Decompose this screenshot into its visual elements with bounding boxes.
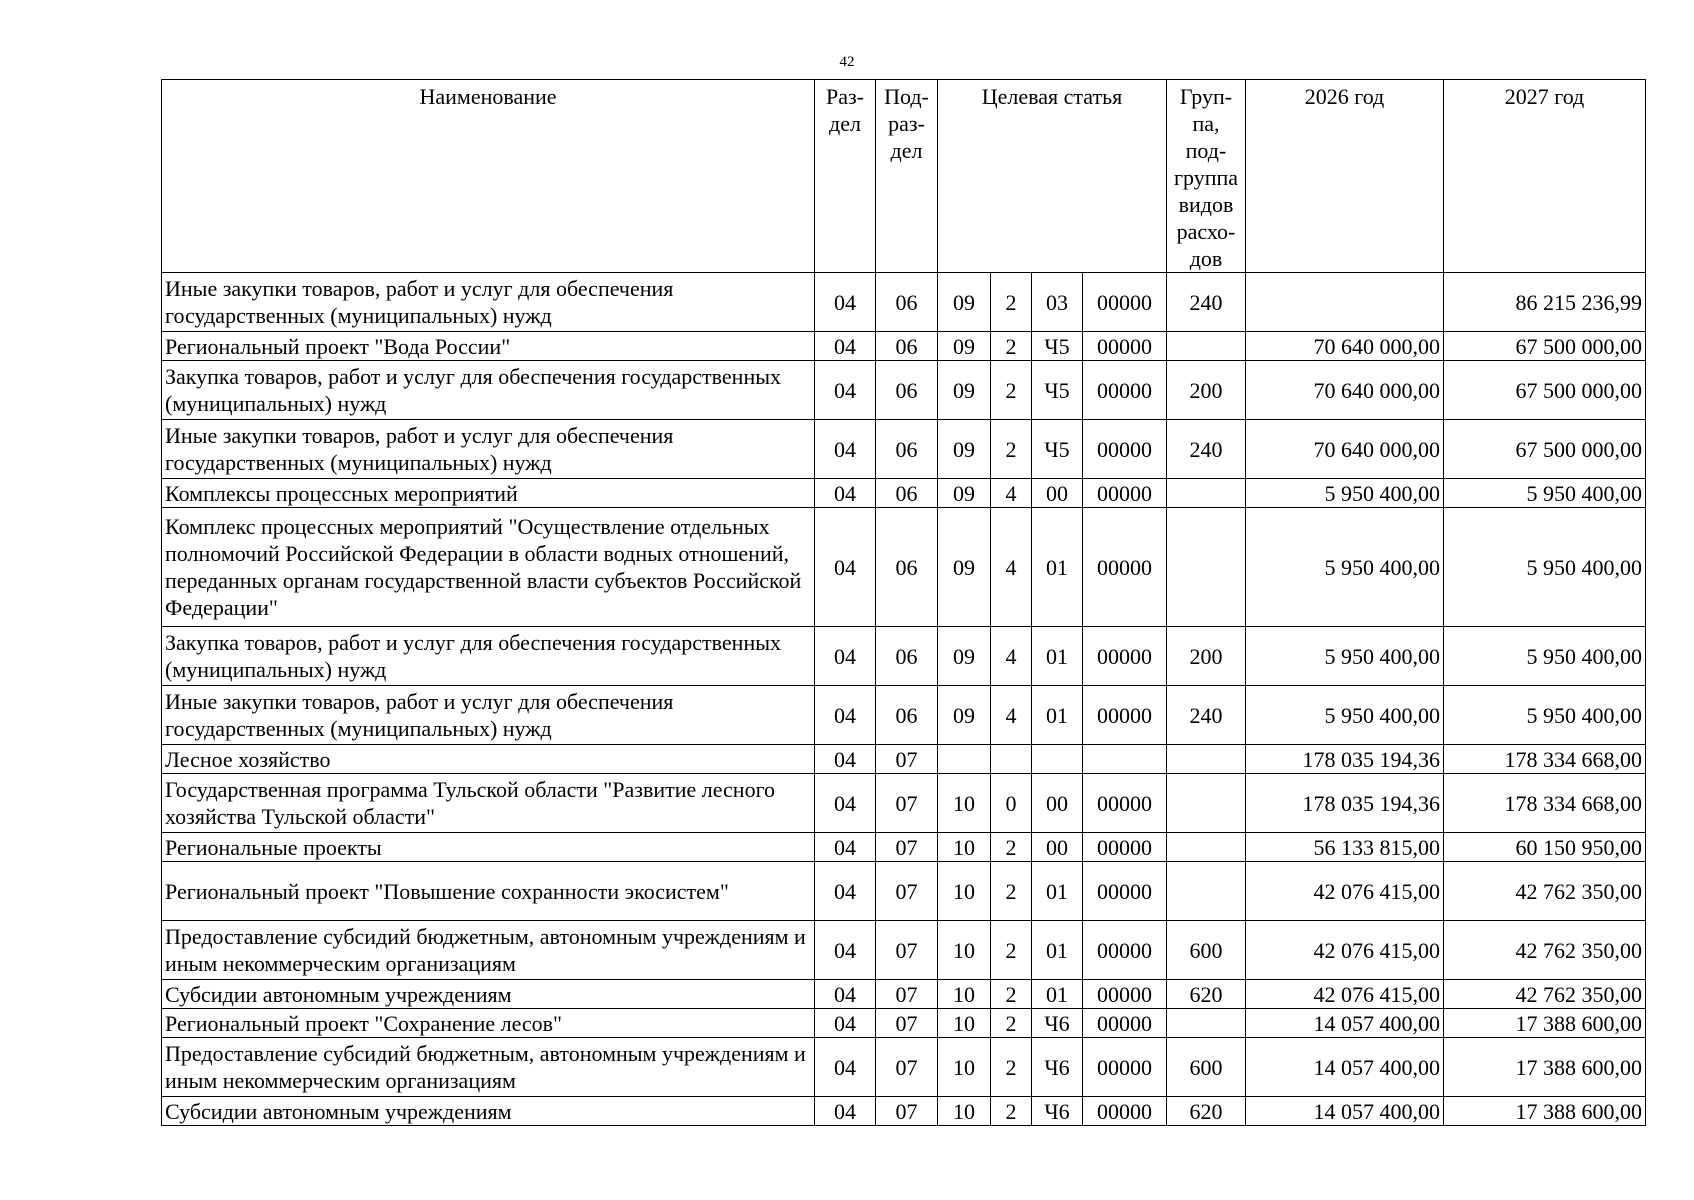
cell-razdel: 04 — [815, 361, 876, 420]
cell-target-program: 10 — [938, 774, 991, 833]
cell-target-direction: 00000 — [1083, 1009, 1167, 1038]
cell-amount-2027: 67 500 000,00 — [1444, 361, 1646, 420]
cell-target-subprogram: Ч5 — [1032, 332, 1083, 361]
cell-target-type: 2 — [991, 273, 1032, 332]
cell-target-subprogram — [1032, 745, 1083, 774]
cell-target-type: 2 — [991, 921, 1032, 980]
cell-razdel: 04 — [815, 332, 876, 361]
cell-target-subprogram: 00 — [1032, 479, 1083, 508]
table-row — [162, 273, 1646, 332]
cell-expense-group — [1167, 862, 1246, 921]
cell-amount-2027: 5 950 400,00 — [1444, 508, 1646, 627]
cell-target-direction: 00000 — [1083, 420, 1167, 479]
header-expense-group: Груп- па, под- группа видов расхо- дов — [1167, 80, 1246, 273]
cell-target-type: 2 — [991, 1038, 1032, 1097]
cell-target-subprogram: Ч6 — [1032, 1009, 1083, 1038]
cell-podrazdel: 07 — [876, 1009, 938, 1038]
cell-razdel: 04 — [815, 686, 876, 745]
cell-razdel: 04 — [815, 833, 876, 862]
cell-razdel: 04 — [815, 273, 876, 332]
cell-name: Закупка товаров, работ и услуг для обеспечения государственных (муниципальных) нужд — [162, 361, 815, 420]
cell-name: Иные закупки товаров, работ и услуг для обеспечения государственных (муниципальных) нужд — [162, 420, 815, 479]
cell-name: Предоставление субсидий бюджетным, автономным учреждениям и иным некоммерческим организациям — [162, 1038, 815, 1097]
cell-razdel: 04 — [815, 921, 876, 980]
cell-name: Иные закупки товаров, работ и услуг для обеспечения государственных (муниципальных) нужд — [162, 273, 815, 332]
table-row — [162, 361, 1646, 420]
cell-podrazdel: 07 — [876, 774, 938, 833]
table-row — [162, 686, 1646, 745]
cell-amount-2026: 5 950 400,00 — [1246, 686, 1444, 745]
cell-target-direction — [1083, 745, 1167, 774]
table-row — [162, 833, 1646, 862]
table-row — [162, 774, 1646, 833]
cell-amount-2027: 60 150 950,00 — [1444, 833, 1646, 862]
cell-amount-2027: 42 762 350,00 — [1444, 921, 1646, 980]
cell-target-direction: 00000 — [1083, 273, 1167, 332]
cell-target-type: 4 — [991, 479, 1032, 508]
header-name: Наименование — [162, 80, 815, 273]
cell-razdel: 04 — [815, 745, 876, 774]
cell-podrazdel: 07 — [876, 1038, 938, 1097]
table-row — [162, 508, 1646, 627]
cell-amount-2026: 70 640 000,00 — [1246, 420, 1444, 479]
cell-target-type: 2 — [991, 980, 1032, 1009]
cell-target-program: 09 — [938, 686, 991, 745]
cell-amount-2026: 70 640 000,00 — [1246, 332, 1444, 361]
table-row — [162, 627, 1646, 686]
cell-amount-2026: 42 076 415,00 — [1246, 921, 1444, 980]
table-row — [162, 862, 1646, 921]
cell-target-type: 4 — [991, 627, 1032, 686]
cell-target-program: 10 — [938, 980, 991, 1009]
cell-amount-2026: 5 950 400,00 — [1246, 508, 1444, 627]
table-body — [162, 273, 1646, 1126]
cell-target-subprogram: Ч6 — [1032, 1097, 1083, 1126]
cell-target-subprogram: 01 — [1032, 921, 1083, 980]
cell-podrazdel: 07 — [876, 1097, 938, 1126]
cell-amount-2026: 5 950 400,00 — [1246, 479, 1444, 508]
cell-amount-2027: 42 762 350,00 — [1444, 980, 1646, 1009]
cell-target-direction: 00000 — [1083, 686, 1167, 745]
cell-target-subprogram: 00 — [1032, 774, 1083, 833]
cell-target-program: 09 — [938, 273, 991, 332]
table-row — [162, 1009, 1646, 1038]
cell-razdel: 04 — [815, 479, 876, 508]
cell-podrazdel: 06 — [876, 508, 938, 627]
cell-expense-group: 200 — [1167, 361, 1246, 420]
cell-target-direction: 00000 — [1083, 508, 1167, 627]
cell-amount-2027: 86 215 236,99 — [1444, 273, 1646, 332]
cell-expense-group: 600 — [1167, 1038, 1246, 1097]
cell-expense-group — [1167, 774, 1246, 833]
cell-razdel: 04 — [815, 1038, 876, 1097]
cell-razdel: 04 — [815, 1009, 876, 1038]
table-row — [162, 1097, 1646, 1126]
cell-expense-group: 620 — [1167, 980, 1246, 1009]
cell-expense-group: 240 — [1167, 686, 1246, 745]
cell-target-type: 4 — [991, 686, 1032, 745]
cell-target-type: 0 — [991, 774, 1032, 833]
cell-amount-2026: 5 950 400,00 — [1246, 627, 1444, 686]
cell-amount-2026: 14 057 400,00 — [1246, 1009, 1444, 1038]
cell-target-direction: 00000 — [1083, 1038, 1167, 1097]
budget-table — [161, 79, 1646, 1126]
cell-target-program: 10 — [938, 833, 991, 862]
cell-name: Иные закупки товаров, работ и услуг для обеспечения государственных (муниципальных) нужд — [162, 686, 815, 745]
cell-podrazdel: 06 — [876, 479, 938, 508]
cell-amount-2026: 56 133 815,00 — [1246, 833, 1444, 862]
cell-name: Субсидии автономным учреждениям — [162, 980, 815, 1009]
header-razdel: Раз- дел — [815, 80, 876, 273]
table-row — [162, 980, 1646, 1009]
cell-target-program: 10 — [938, 1038, 991, 1097]
cell-target-direction: 00000 — [1083, 1097, 1167, 1126]
cell-podrazdel: 06 — [876, 420, 938, 479]
cell-target-direction: 00000 — [1083, 332, 1167, 361]
cell-podrazdel: 07 — [876, 980, 938, 1009]
cell-target-subprogram: 01 — [1032, 686, 1083, 745]
cell-target-type — [991, 745, 1032, 774]
table-row — [162, 420, 1646, 479]
cell-target-type: 2 — [991, 833, 1032, 862]
cell-amount-2026 — [1246, 273, 1444, 332]
cell-podrazdel: 07 — [876, 745, 938, 774]
cell-target-subprogram: Ч5 — [1032, 420, 1083, 479]
cell-expense-group — [1167, 745, 1246, 774]
cell-name: Субсидии автономным учреждениям — [162, 1097, 815, 1126]
cell-target-program: 10 — [938, 921, 991, 980]
cell-target-direction: 00000 — [1083, 479, 1167, 508]
cell-target-program: 10 — [938, 862, 991, 921]
cell-target-program: 09 — [938, 627, 991, 686]
cell-name: Лесное хозяйство — [162, 745, 815, 774]
cell-target-type: 2 — [991, 1009, 1032, 1038]
cell-podrazdel: 06 — [876, 273, 938, 332]
cell-podrazdel: 06 — [876, 361, 938, 420]
cell-target-type: 2 — [991, 332, 1032, 361]
cell-amount-2027: 42 762 350,00 — [1444, 862, 1646, 921]
cell-expense-group: 200 — [1167, 627, 1246, 686]
cell-name: Региональный проект "Повышение сохранности экосистем" — [162, 862, 815, 921]
cell-target-program: 09 — [938, 332, 991, 361]
page-number: 42 — [839, 54, 855, 70]
cell-target-subprogram: Ч6 — [1032, 1038, 1083, 1097]
cell-podrazdel: 07 — [876, 921, 938, 980]
cell-amount-2027: 178 334 668,00 — [1444, 774, 1646, 833]
table-row — [162, 745, 1646, 774]
cell-target-subprogram: 03 — [1032, 273, 1083, 332]
cell-target-type: 2 — [991, 361, 1032, 420]
cell-amount-2026: 178 035 194,36 — [1246, 745, 1444, 774]
cell-target-subprogram: 01 — [1032, 627, 1083, 686]
cell-target-direction: 00000 — [1083, 862, 1167, 921]
cell-razdel: 04 — [815, 862, 876, 921]
header-year-2027: 2027 год — [1444, 80, 1646, 273]
cell-amount-2026: 70 640 000,00 — [1246, 361, 1444, 420]
cell-target-subprogram: 01 — [1032, 508, 1083, 627]
cell-target-subprogram: 01 — [1032, 980, 1083, 1009]
cell-expense-group: 240 — [1167, 420, 1246, 479]
cell-razdel: 04 — [815, 774, 876, 833]
cell-razdel: 04 — [815, 1097, 876, 1126]
cell-expense-group — [1167, 508, 1246, 627]
cell-target-direction: 00000 — [1083, 774, 1167, 833]
cell-podrazdel: 06 — [876, 686, 938, 745]
cell-amount-2027: 67 500 000,00 — [1444, 332, 1646, 361]
cell-razdel: 04 — [815, 508, 876, 627]
cell-amount-2026: 42 076 415,00 — [1246, 862, 1444, 921]
cell-name: Государственная программа Тульской области "Развитие лесного хозяйства Тульской области" — [162, 774, 815, 833]
cell-target-program: 09 — [938, 508, 991, 627]
cell-amount-2027: 17 388 600,00 — [1444, 1038, 1646, 1097]
cell-razdel: 04 — [815, 627, 876, 686]
cell-target-program: 10 — [938, 1009, 991, 1038]
cell-amount-2027: 67 500 000,00 — [1444, 420, 1646, 479]
cell-razdel: 04 — [815, 980, 876, 1009]
cell-name: Комплексы процессных мероприятий — [162, 479, 815, 508]
cell-expense-group — [1167, 332, 1246, 361]
cell-amount-2027: 17 388 600,00 — [1444, 1009, 1646, 1038]
cell-amount-2027: 5 950 400,00 — [1444, 479, 1646, 508]
cell-amount-2026: 14 057 400,00 — [1246, 1097, 1444, 1126]
cell-podrazdel: 06 — [876, 332, 938, 361]
cell-podrazdel: 06 — [876, 627, 938, 686]
cell-target-program: 09 — [938, 479, 991, 508]
table-row — [162, 921, 1646, 980]
cell-target-direction: 00000 — [1083, 980, 1167, 1009]
cell-podrazdel: 07 — [876, 833, 938, 862]
cell-amount-2027: 5 950 400,00 — [1444, 627, 1646, 686]
cell-razdel: 04 — [815, 420, 876, 479]
cell-amount-2027: 5 950 400,00 — [1444, 686, 1646, 745]
header-podrazdel: Под- раз- дел — [876, 80, 938, 273]
cell-target-program — [938, 745, 991, 774]
table-row — [162, 1038, 1646, 1097]
table-header-row — [162, 80, 1646, 273]
cell-name: Региональный проект "Сохранение лесов" — [162, 1009, 815, 1038]
cell-target-subprogram: 00 — [1032, 833, 1083, 862]
cell-amount-2027: 178 334 668,00 — [1444, 745, 1646, 774]
cell-target-type: 2 — [991, 862, 1032, 921]
header-year-2026: 2026 год — [1246, 80, 1444, 273]
cell-name: Комплекс процессных мероприятий "Осуществление отдельных полномочий Российской Федерации в области водных отношений, переданных органам государственной власти субъектов Российской Федерации" — [162, 508, 815, 627]
cell-target-direction: 00000 — [1083, 833, 1167, 862]
cell-name: Региональный проект "Вода России" — [162, 332, 815, 361]
cell-amount-2026: 178 035 194,36 — [1246, 774, 1444, 833]
cell-target-type: 2 — [991, 420, 1032, 479]
cell-amount-2026: 42 076 415,00 — [1246, 980, 1444, 1009]
cell-target-type: 2 — [991, 1097, 1032, 1126]
cell-target-subprogram: 01 — [1032, 862, 1083, 921]
cell-name: Региональные проекты — [162, 833, 815, 862]
cell-expense-group — [1167, 479, 1246, 508]
cell-expense-group: 600 — [1167, 921, 1246, 980]
table-row — [162, 479, 1646, 508]
cell-podrazdel: 07 — [876, 862, 938, 921]
cell-expense-group: 240 — [1167, 273, 1246, 332]
cell-name: Закупка товаров, работ и услуг для обеспечения государственных (муниципальных) нужд — [162, 627, 815, 686]
cell-amount-2027: 17 388 600,00 — [1444, 1097, 1646, 1126]
cell-target-program: 10 — [938, 1097, 991, 1126]
cell-target-program: 09 — [938, 420, 991, 479]
table-row — [162, 332, 1646, 361]
cell-expense-group — [1167, 833, 1246, 862]
header-target-article: Целевая статья — [938, 80, 1167, 273]
cell-expense-group — [1167, 1009, 1246, 1038]
cell-amount-2026: 14 057 400,00 — [1246, 1038, 1444, 1097]
cell-name: Предоставление субсидий бюджетным, автономным учреждениям и иным некоммерческим организациям — [162, 921, 815, 980]
cell-target-type: 4 — [991, 508, 1032, 627]
cell-target-subprogram: Ч5 — [1032, 361, 1083, 420]
cell-expense-group: 620 — [1167, 1097, 1246, 1126]
cell-target-direction: 00000 — [1083, 921, 1167, 980]
cell-target-direction: 00000 — [1083, 361, 1167, 420]
cell-target-program: 09 — [938, 361, 991, 420]
cell-target-direction: 00000 — [1083, 627, 1167, 686]
